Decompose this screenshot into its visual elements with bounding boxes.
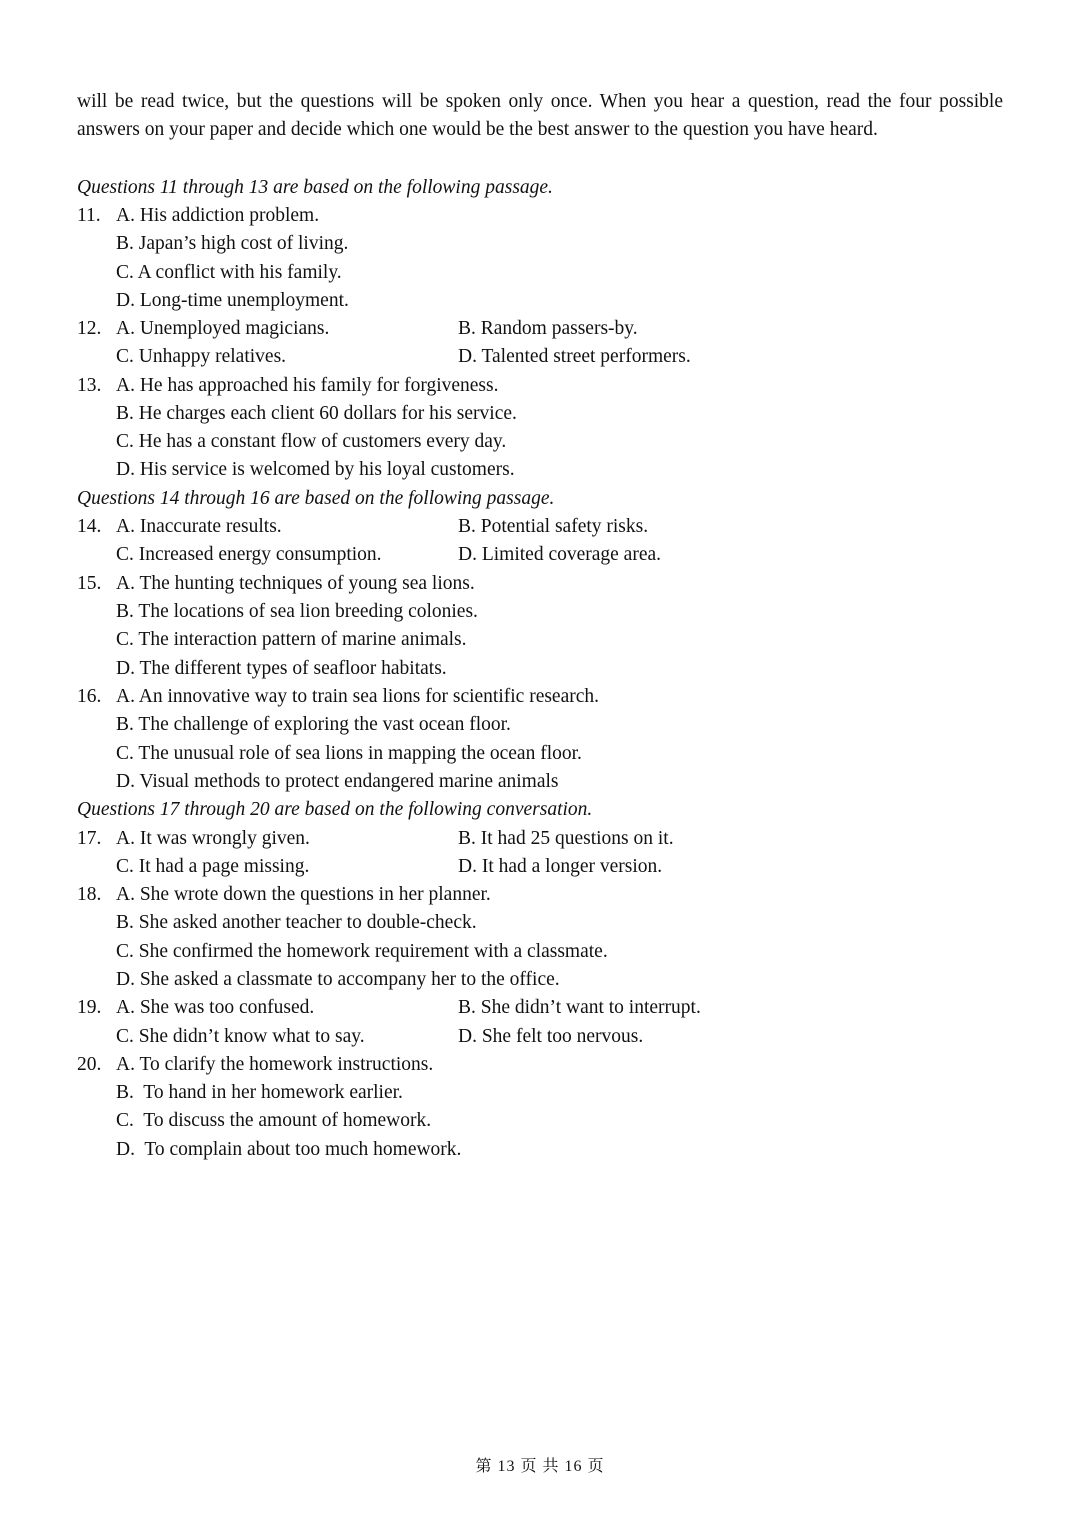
option-a: A. She was too confused. <box>116 997 315 1018</box>
option-d: D. To complain about too much homework. <box>116 1139 462 1160</box>
option-a: A. His addiction problem. <box>116 205 320 226</box>
option-c: C. He has a constant flow of customers every day. <box>116 431 507 452</box>
question-number: 15. <box>77 573 102 594</box>
question-number: 14. <box>77 516 102 537</box>
option-c: C. Increased energy consumption. <box>116 544 382 565</box>
option-b: B. The challenge of exploring the vast ocean floor. <box>116 714 511 735</box>
option-a: A. It was wrongly given. <box>116 828 310 849</box>
option-c: C. The unusual role of sea lions in mapping the ocean floor. <box>116 743 582 764</box>
option-c: C. To discuss the amount of homework. <box>116 1110 432 1131</box>
option-b: B. Japan’s high cost of living. <box>116 233 349 254</box>
option-c: C. She confirmed the homework requirement with a classmate. <box>116 941 608 962</box>
option-a: A. She wrote down the questions in her planner. <box>116 884 491 905</box>
question-number: 17. <box>77 828 102 849</box>
option-a: A. The hunting techniques of young sea lions. <box>116 573 475 594</box>
option-b: B. To hand in her homework earlier. <box>116 1082 403 1103</box>
section-heading: Questions 14 through 16 are based on the following passage. <box>77 488 555 509</box>
option-d: D. She asked a classmate to accompany her to the office. <box>116 969 560 990</box>
question-number: 18. <box>77 884 102 905</box>
option-d: D. His service is welcomed by his loyal customers. <box>116 459 515 480</box>
option-a: A. An innovative way to train sea lions for scientific research. <box>116 686 600 707</box>
option-c: C. She didn’t know what to say. <box>116 1026 365 1047</box>
option-c: C. A conflict with his family. <box>116 262 342 283</box>
option-a: A. Unemployed magicians. <box>116 318 330 339</box>
section-heading: Questions 11 through 13 are based on the following passage. <box>77 177 553 198</box>
option-b: B. Random passers-by. <box>458 318 638 339</box>
option-c: C. Unhappy relatives. <box>116 346 287 367</box>
option-a: A. He has approached his family for forgiveness. <box>116 375 499 396</box>
question-number: 12. <box>77 318 102 339</box>
question-number: 20. <box>77 1054 102 1075</box>
option-d: D. It had a longer version. <box>458 856 663 877</box>
option-b: B. The locations of sea lion breeding colonies. <box>116 601 478 622</box>
option-d: D. She felt too nervous. <box>458 1026 644 1047</box>
option-b: B. Potential safety risks. <box>458 516 649 537</box>
option-c: C. The interaction pattern of marine animals. <box>116 629 467 650</box>
option-d: D. Talented street performers. <box>458 346 691 367</box>
option-a: A. To clarify the homework instructions. <box>116 1054 434 1075</box>
option-d: D. Long-time unemployment. <box>116 290 349 311</box>
question-number: 16. <box>77 686 102 707</box>
page-number-footer: 第 13 页 共 16 页 <box>475 1458 605 1475</box>
option-c: C. It had a page missing. <box>116 856 310 877</box>
question-number: 11. <box>77 205 101 226</box>
option-b: B. It had 25 questions on it. <box>458 828 674 849</box>
option-d: D. The different types of seafloor habitats. <box>116 658 447 679</box>
option-a: A. Inaccurate results. <box>116 516 282 537</box>
question-number: 13. <box>77 375 102 396</box>
section-heading: Questions 17 through 20 are based on the following conversation. <box>77 799 593 820</box>
instructions-text: will be read twice, but the questions will be spoken only once. When you hear a question, read the four possible answers on your paper and decide which one would be the best answer to the question you have heard. <box>77 91 1003 141</box>
option-d: D. Visual methods to protect endangered marine animals <box>116 771 559 792</box>
option-b: B. She asked another teacher to double-check. <box>116 912 477 933</box>
question-number: 19. <box>77 997 102 1018</box>
option-b: B. She didn’t want to interrupt. <box>458 997 701 1018</box>
option-b: B. He charges each client 60 dollars for his service. <box>116 403 517 424</box>
option-d: D. Limited coverage area. <box>458 544 662 565</box>
